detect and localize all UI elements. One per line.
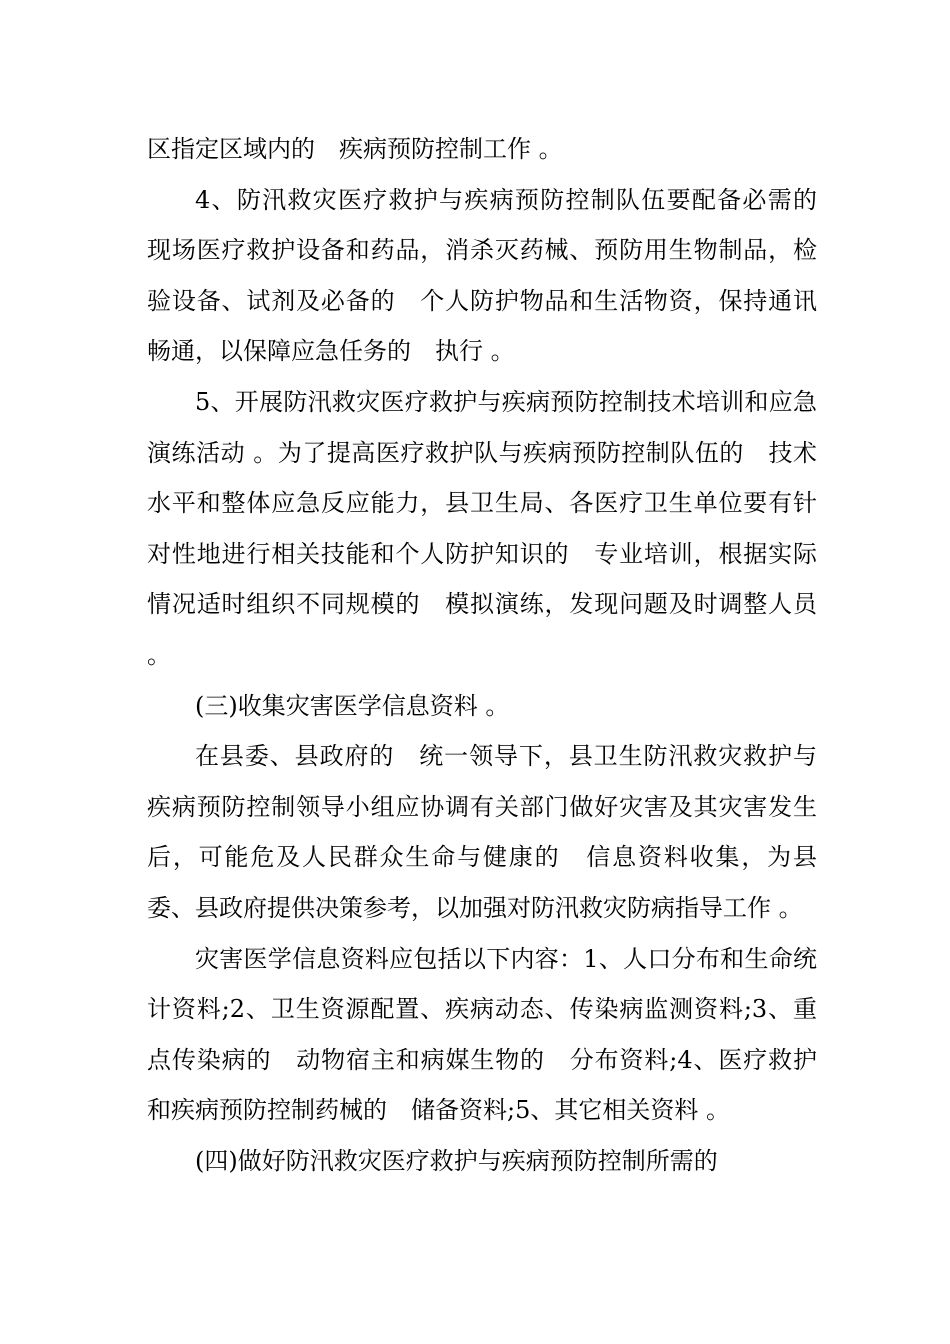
paragraph-3: 5、开展防汛救灾医疗救护与疾病预防控制技术培训和应急演练活动 。为了提高医疗救护队与疾病预防控制队伍的 技术水平和整体应急反应能力，县卫生局、各医疗卫生单位要有针对性地进行相关技能和个人防护知识的 专业培训，根据实际情况适时组织不同规模的 模拟演练，发现问题及时调整人员 。 [147, 387, 825, 669]
paragraph-4: (三)收集灾害医学信息资料 。 [195, 691, 510, 720]
paragraph-5: 在县委、县政府的 统一领导下，县卫生防汛救灾救护与疾病预防控制领导小组应协调有关部门做好灾害及其灾害发生后，可能危及人民群众生命与健康的 信息资料收集，为县委、县政府提供决策参考，以加强对防汛救灾防病指导工作 。 [147, 742, 817, 922]
paragraph-2: 4、防汛救灾医疗救护与疾病预防控制队伍要配备必需的 现场医疗救护设备和药品，消杀灭药械、预防用生物制品，检验设备、试剂及必备的 个人防护物品和生活物资，保持通讯畅通，以保障应急任务的 执行 。 [147, 185, 841, 366]
paragraph-1: 区指定区域内的 疾病预防控制工作 。 [147, 135, 563, 163]
document-body [147, 124, 841, 1186]
paragraph-7: (四)做好防汛救灾医疗救护与疾病预防控制所需的 [195, 1146, 718, 1175]
paragraph-6: 灾害医学信息资料应包括以下内容：1、人口分布和生命统计资料;2、卫生资源配置、疾病动态、传染病监测资料;3、重点传染病的 动物宿主和病媒生物的 分布资料;4、医疗救护和疾病预防控制药械的 储备资料;5、其它相关资料 。 [147, 944, 817, 1125]
